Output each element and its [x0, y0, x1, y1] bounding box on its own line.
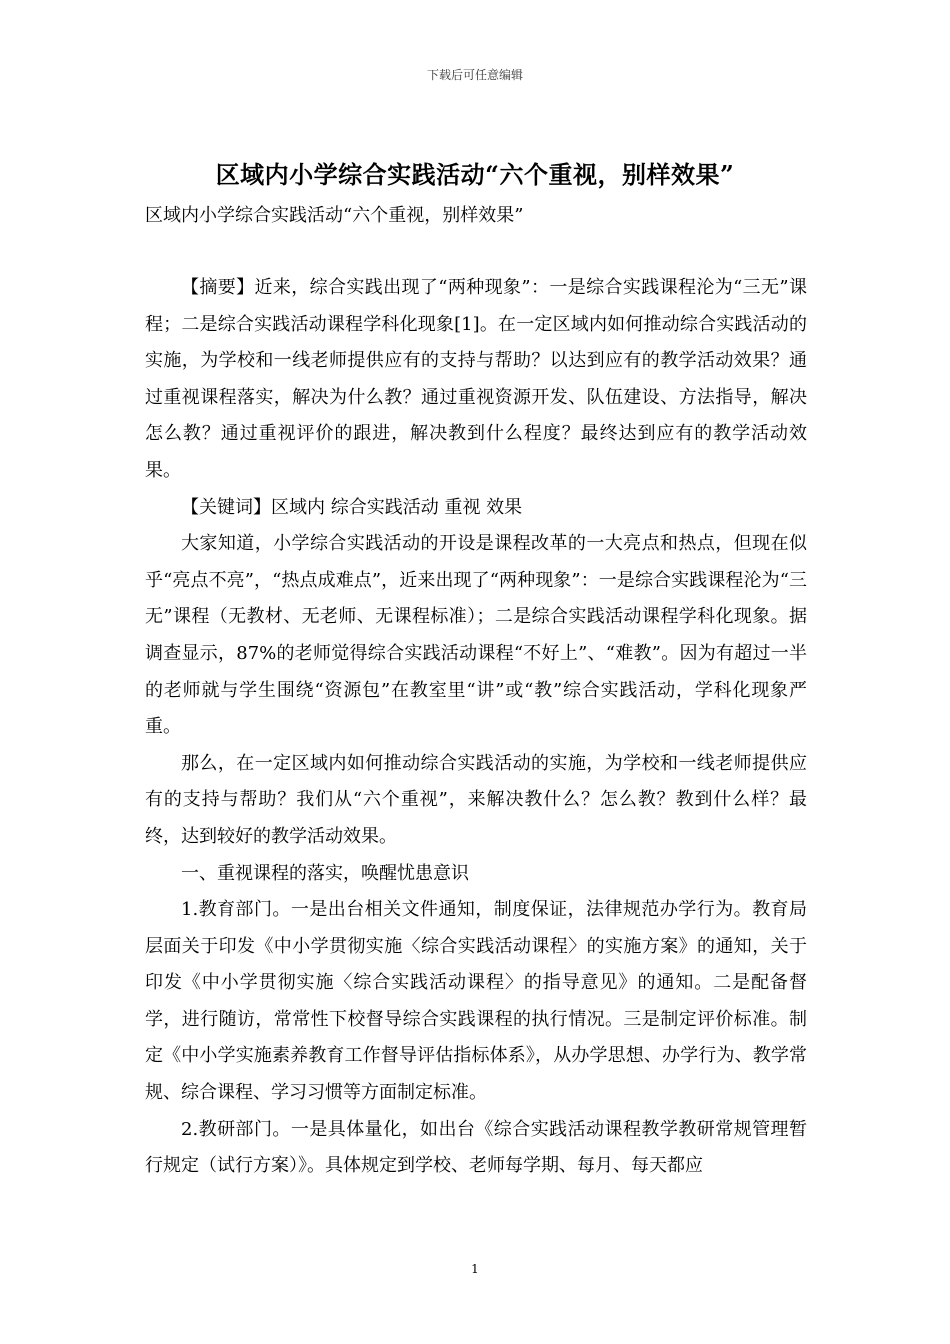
body-paragraph: 1.教育部门。一是出台相关文件通知，制度保证，法律规范办学行为。教育局层面关于印发《中小学贯彻实施〈综合实践活动课程〉的实施方案》的通知，关于印发《中小学贯彻实施〈综合实践活动课程〉的指导意见》的通知。二是配备督学，进行随访，常常性下校督导综合实践课程的执行情况。三是制定评价标准。制定《中小学实施素养教育工作督导评估指标体系》，从办学思想、办学行为、教学常规、综合课程、学习习惯等方面制定标准。 [145, 899, 807, 1104]
abstract-paragraph: 【摘要】近来，综合实践出现了“两种现象”：一是综合实践课程沦为“三无”课程；二是综合实践活动课程学科化现象[1]。在一定区域内如何推动综合实践活动的实施，为学校和一线老师提供应有的支持与帮助？以达到应有的教学活动效果？通过重视课程落实，解决为什么教？通过重视资源开发、队伍建设、方法指导，解决怎么教？通过重视评价的跟进，解决教到什么程度？最终达到应有的教学活动效果。 [145, 277, 807, 481]
body-paragraph: 那么，在一定区域内如何推动综合实践活动的实施，为学校和一线老师提供应有的支持与帮助？我们从“六个重视”，来解决教什么？怎么教？教到什么样？最终，达到较好的教学活动效果。 [145, 752, 807, 847]
keywords-paragraph: 【关键词】区域内 综合实践活动 重视 效果 [181, 496, 523, 518]
body-paragraph: 大家知道，小学综合实践活动的开设是课程改革的一大亮点和热点，但现在似乎“亮点不亮”，“热点成难点”，近来出现了“两种现象”：一是综合实践课程沦为“三无”课程（无教材、无老师、无课程标准）；二是综合实践活动课程学科化现象。据调查显示，87%的老师觉得综合实践活动课程“不好上”、“难教”。因为有超过一半的老师就与学生围绕“资源包”在教室里“讲”或“教”综合实践活动，学科化现象严重。 [145, 533, 807, 738]
section-heading: 一、重视课程的落实，唤醒忧患意识 [181, 862, 469, 884]
document-title: 区域内小学综合实践活动“六个重视，别样效果” [215, 160, 735, 189]
page-number: 1 [471, 1262, 479, 1276]
body-paragraph: 2.教研部门。一是具体量化，如出台《综合实践活动课程教学教研常规管理暂行规定（试行方案）》。具体规定到学校、老师每学期、每月、每天都应 [145, 1118, 807, 1177]
document-subtitle: 区域内小学综合实践活动“六个重视，别样效果” [145, 205, 524, 226]
page-header: 下载后可任意编辑 [426, 68, 523, 82]
document-body [145, 270, 807, 1185]
